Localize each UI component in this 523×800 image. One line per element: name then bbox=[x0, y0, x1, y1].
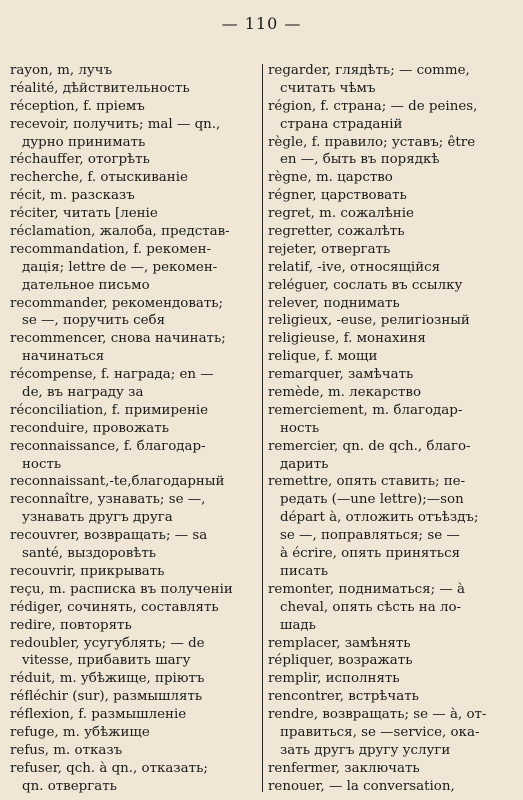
dictionary-line: redire, повторять bbox=[10, 617, 132, 633]
dictionary-line: recouvrer, возвращать; — sa bbox=[10, 528, 208, 544]
dictionary-line: reçu, m. расписка въ полученіи bbox=[10, 581, 233, 597]
dictionary-line: reconnaître, узнавать; se —, bbox=[10, 492, 206, 508]
dictionary-line: дація; lettre de —, рекомен- bbox=[22, 259, 218, 275]
dictionary-line: réciter, читать [леніе bbox=[10, 206, 158, 222]
dictionary-line: шадь bbox=[280, 617, 316, 633]
dictionary-line: vitesse, прибавить шагу bbox=[22, 653, 191, 669]
dictionary-line: начинаться bbox=[22, 349, 105, 365]
dictionary-line: refus, m. отказъ bbox=[10, 742, 123, 758]
dictionary-line: remettre, опять ставить; пе- bbox=[268, 474, 466, 490]
dictionary-line: правиться, se —service, ока- bbox=[280, 724, 480, 740]
dictionary-line: régner, царствовать bbox=[268, 188, 407, 204]
dictionary-line: cheval, опять сѣсть на ло- bbox=[280, 599, 462, 615]
dictionary-line: дательное письмо bbox=[22, 277, 150, 293]
dictionary-line: réception, f. пріемъ bbox=[10, 98, 145, 114]
dictionary-line: relever, поднимать bbox=[268, 295, 400, 311]
dictionary-line: santé, выздоровѣть bbox=[22, 546, 157, 562]
dictionary-line: réalité, дѣйствительность bbox=[10, 80, 190, 96]
dictionary-line: узнавать другъ друга bbox=[22, 510, 173, 526]
dictionary-line: rencontrer, встрѣчать bbox=[268, 689, 419, 705]
dictionary-line: зать другъ другу услуги bbox=[280, 742, 451, 758]
dictionary-line: refuge, m. убѣжище bbox=[10, 724, 150, 740]
dictionary-line: recommencer, снова начинать; bbox=[10, 331, 226, 347]
dictionary-line: recevoir, получить; mal — qn., bbox=[10, 116, 221, 132]
dictionary-line: recouvrir, прикрывать bbox=[10, 563, 165, 579]
column-divider bbox=[262, 64, 263, 792]
dictionary-line: rendre, возвращать; se — à, от- bbox=[268, 707, 487, 723]
dictionary-line: religieux, -euse, религіозный bbox=[268, 313, 470, 329]
dictionary-line: recommandation, f. рекомен- bbox=[10, 241, 212, 257]
dictionary-line: reconnaissance, f. благодар- bbox=[10, 438, 206, 454]
dictionary-line: de, въ награду за bbox=[22, 385, 144, 401]
dictionary-line: région, f. страна; — de peines, bbox=[268, 98, 478, 114]
dictionary-line: se —, поправляться; se — bbox=[280, 528, 460, 544]
dictionary-line: regret, m. сожалѣніе bbox=[268, 206, 414, 222]
dictionary-line: дурно принимать bbox=[22, 134, 146, 150]
dictionary-line: reconduire, провожать bbox=[10, 420, 169, 436]
dictionary-line: se —, поручить себя bbox=[22, 313, 166, 329]
dictionary-line: récit, m. разсказъ bbox=[10, 188, 135, 204]
dictionary-line: remplir, исполнять bbox=[268, 671, 400, 687]
dictionary-line: rejeter, отвергать bbox=[268, 241, 391, 257]
dictionary-line: писать bbox=[280, 563, 329, 579]
dictionary-line: départ à, отложить отъѣздъ; bbox=[280, 510, 479, 526]
dictionary-line: rayon, m, лучъ bbox=[10, 63, 113, 78]
dictionary-line: réchauffer, отогрѣть bbox=[10, 152, 150, 168]
dictionary-line: remercier, qn. de qch., благо- bbox=[268, 438, 471, 454]
dictionary-line: réconciliation, f. примиреніе bbox=[10, 402, 209, 418]
dictionary-line: regarder, глядѣть; — comme, bbox=[268, 63, 470, 78]
left-column bbox=[10, 62, 256, 796]
dictionary-line: relique, f. мощи bbox=[268, 349, 378, 365]
dictionary-line: en —, быть въ порядкѣ bbox=[280, 152, 440, 168]
dictionary-line: réclamation, жалоба, представ- bbox=[10, 224, 230, 240]
dictionary-line: rédiger, сочинять, составлять bbox=[10, 599, 219, 615]
dictionary-line: règne, m. царство bbox=[268, 170, 393, 186]
dictionary-line: à écrire, опять приняться bbox=[280, 546, 461, 562]
dictionary-line: récompense, f. награда; en — bbox=[10, 367, 214, 383]
dictionary-line: recommander, рекомендовать; bbox=[10, 295, 224, 311]
dictionary-line: renfermer, заключать bbox=[268, 760, 420, 776]
dictionary-line: ность bbox=[280, 420, 320, 436]
dictionary-line: дарить bbox=[280, 456, 329, 472]
dictionary-line: remède, m. лекарство bbox=[268, 385, 422, 401]
dictionary-line: règle, f. правило; уставъ; être bbox=[268, 134, 476, 150]
dictionary-line: remplacer, замѣнять bbox=[268, 635, 411, 651]
dictionary-line: ность bbox=[22, 456, 62, 472]
dictionary-line: remerciement, m. благодар- bbox=[268, 402, 463, 418]
dictionary-line: redoubler, усугублять; — de bbox=[10, 635, 205, 651]
dictionary-line: qn. отвергать bbox=[22, 778, 117, 794]
dictionary-line: считать чѣмъ bbox=[280, 80, 376, 96]
dictionary-line: reléguer, сослать въ ссылку bbox=[268, 277, 463, 293]
page-number: — 110 — bbox=[221, 14, 302, 33]
dictionary-line: répliquer, возражать bbox=[268, 653, 413, 669]
dictionary-line: regretter, сожалѣть bbox=[268, 224, 405, 240]
dictionary-line: refuser, qch. à qn., отказать; bbox=[10, 760, 208, 776]
dictionary-line: recherche, f. отыскиваніе bbox=[10, 170, 188, 186]
dictionary-line: réfléchir (sur), размышлять bbox=[10, 689, 203, 705]
dictionary-line: remarquer, замѣчать bbox=[268, 367, 414, 383]
dictionary-line: страна страданій bbox=[280, 116, 403, 132]
right-column bbox=[268, 62, 514, 796]
dictionary-line: réflexion, f. размышленіе bbox=[10, 707, 187, 723]
dictionary-line: remonter, подниматься; — à bbox=[268, 581, 465, 597]
dictionary-line: редать (—une lettre);—son bbox=[280, 492, 464, 508]
dictionary-line: réduit, m. убѣжище, пріютъ bbox=[10, 671, 205, 687]
dictionary-line: reconnaissant,-te,благодарный bbox=[10, 474, 225, 490]
dictionary-line: renouer, — la conversation, bbox=[268, 778, 455, 794]
dictionary-line: relatif, -ive, относящійся bbox=[268, 259, 441, 275]
dictionary-line: religieuse, f. монахиня bbox=[268, 331, 426, 347]
